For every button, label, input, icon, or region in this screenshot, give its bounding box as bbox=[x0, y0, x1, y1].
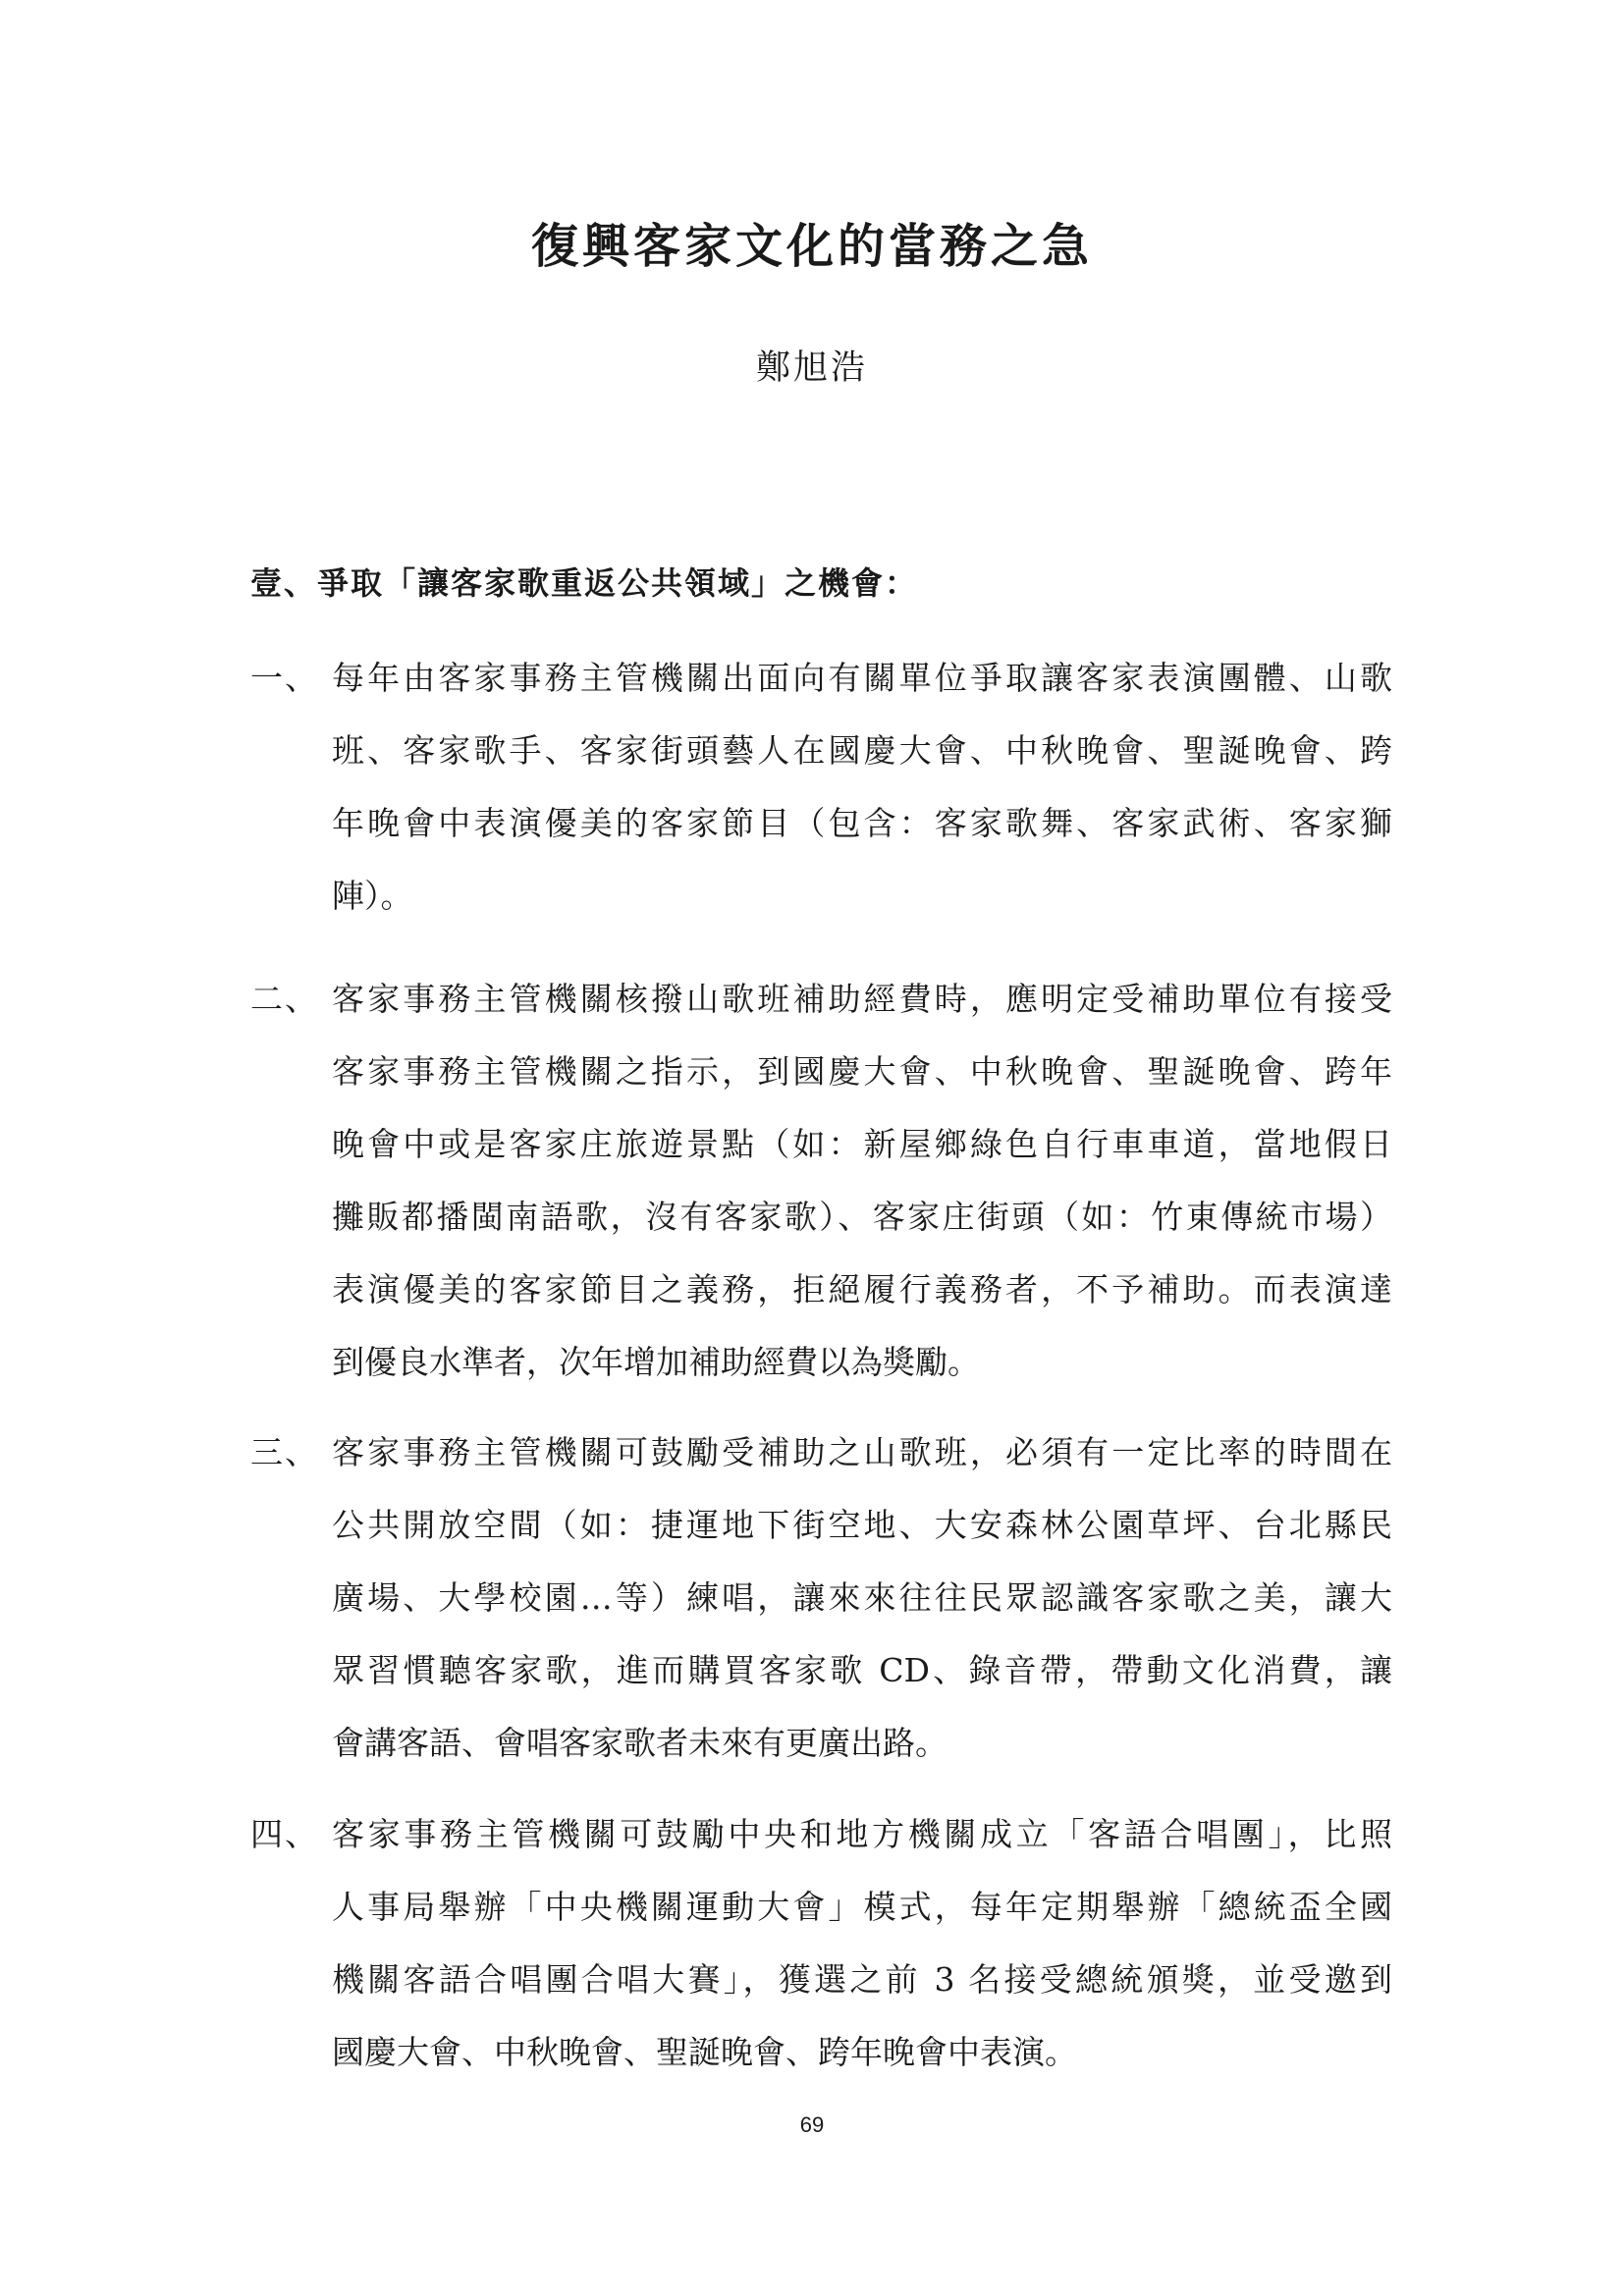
list-item bbox=[250, 1798, 1392, 2093]
list-item bbox=[250, 642, 1392, 936]
page-number: 69 bbox=[799, 2112, 825, 2137]
list-item bbox=[250, 963, 1392, 1405]
paragraph-line: 每年由客家事務主管機關出面向有關單位爭取讓客家表演團體、山歌 bbox=[332, 659, 1392, 697]
paragraph-line: 人事局舉辦「中央機關運動大會」模式，每年定期舉辦「總統盃全國 bbox=[332, 1888, 1392, 1926]
paragraph-line: 年晚會中表演優美的客家節目（包含：客家歌舞、客家武術、客家獅 bbox=[332, 804, 1392, 842]
author-name: 鄭旭浩 bbox=[755, 348, 868, 388]
paragraph-line: 客家事務主管機關之指示，到國慶大會、中秋晚會、聖誕晚會、跨年 bbox=[332, 1052, 1392, 1091]
list-item-number: 一、 bbox=[250, 659, 319, 697]
paragraph-line: 客家事務主管機關可鼓勵受補助之山歌班，必須有一定比率的時間在 bbox=[332, 1433, 1392, 1471]
paragraph-line: 眾習慣聽客家歌，進而購買客家歌 CD、錄音帶，帶動文化消費，讓 bbox=[332, 1651, 1392, 1689]
paragraph-line: 會講客語、會唱客家歌者未來有更廣出路。 bbox=[332, 1724, 947, 1762]
paragraph-line: 晚會中或是客家庄旅遊景點（如：新屋鄉綠色自行車車道，當地假日 bbox=[332, 1125, 1392, 1163]
paragraph-line: 機關客語合唱團合唱大賽」，獲選之前 3 名接受總統頒獎，並受邀到 bbox=[332, 1960, 1392, 1999]
paragraph-line: 表演優美的客家節目之義務，拒絕履行義務者，不予補助。而表演達 bbox=[332, 1270, 1392, 1308]
paragraph-line: 客家事務主管機關可鼓勵中央和地方機關成立「客語合唱團」，比照 bbox=[332, 1815, 1392, 1853]
paragraph-line: 陣）。 bbox=[332, 877, 413, 915]
paragraph-line: 公共開放空間（如：捷運地下街空地、大安森林公園草坪、台北縣民 bbox=[332, 1506, 1392, 1544]
paragraph-line: 國慶大會、中秋晚會、聖誕晚會、跨年晚會中表演。 bbox=[332, 2033, 1077, 2071]
list-item-number: 二、 bbox=[250, 980, 319, 1018]
paragraph-line: 到優良水準者，次年增加補助經費以為獎勵。 bbox=[332, 1343, 980, 1381]
list-item-number: 四、 bbox=[250, 1815, 319, 1853]
list-item-number: 三、 bbox=[250, 1433, 319, 1471]
paragraph-line: 班、客家歌手、客家街頭藝人在國慶大會、中秋晚會、聖誕晚會、跨 bbox=[332, 731, 1392, 770]
paragraph-line: 廣場、大學校園…等）練唱，讓來來往往民眾認識客家歌之美，讓大 bbox=[332, 1578, 1392, 1617]
paragraph-line: 客家事務主管機關核撥山歌班補助經費時，應明定受補助單位有接受 bbox=[332, 980, 1392, 1018]
list-item bbox=[250, 1416, 1392, 1789]
document-title: 復興客家文化的當務之急 bbox=[530, 219, 1093, 274]
section-heading: 壹、爭取「讓客家歌重返公共領域」之機會： bbox=[250, 564, 919, 602]
paragraph-line: 攤販都播閩南語歌，沒有客家歌）、客家庄街頭（如：竹東傳統市場） bbox=[332, 1198, 1392, 1236]
